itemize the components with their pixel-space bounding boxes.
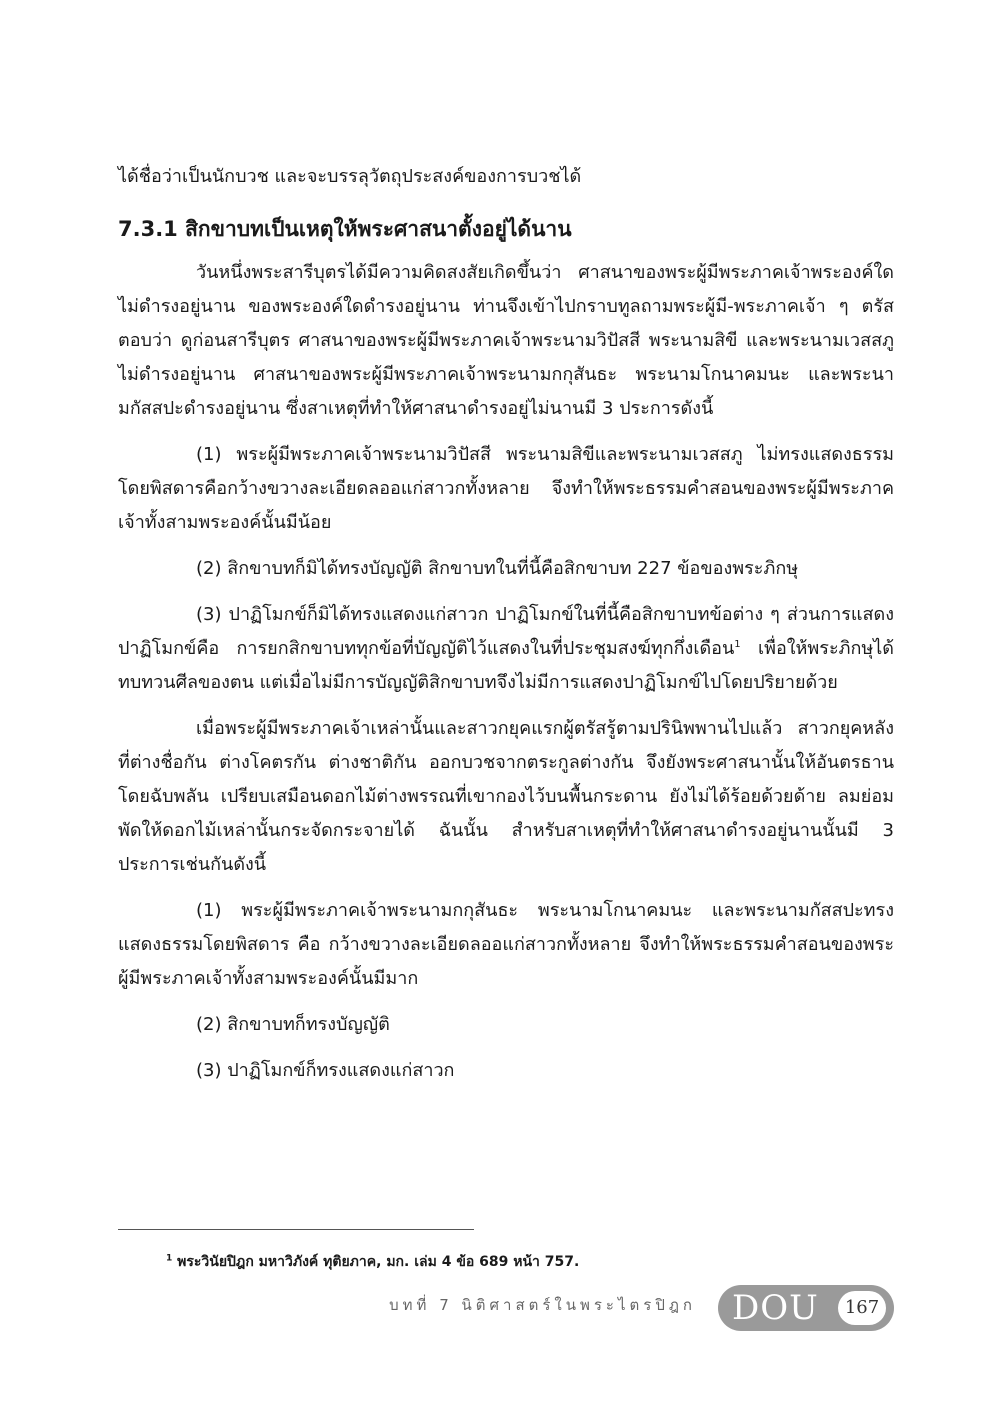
paragraph-1: วันหนึ่งพระสารีบุตรได้มีความคิดสงสัยเกิดขึ้นว่า ศาสนาของพระผู้มีพระภาคเจ้าพระองค์ใดไม่ดำรงอยู่นาน ของพระองค์ใดดำรงอยู่นาน ท่านจึงเข้าไปกราบทูลถามพระผู้มี-พระภาคเจ้า ๆ ตรัสตอบว่า ดูก่อนสารีบุตร ศาสนาของพระผู้มีพระภาคเจ้าพระนามวิปัสสี พระนามสิขี และพระนามเวสสภู ไม่ดำรงอยู่นาน ศาสนาของพระผู้มีพระภาคเจ้าพระนามกกุสันธะ พระนามโกนาคมนะ และพระนามกัสสปะดำรงอยู่นาน ซึ่งสาเหตุที่ทำให้ศาสนาดำรงอยู่ไม่นานมี 3 ประการดังนี้ (118, 262, 894, 419)
paragraph-6: (1) พระผู้มีพระภาคเจ้าพระนามกกุสันธะ พระนามโกนาคมนะ และพระนามกัสสปะทรงแสดงธรรมโดยพิสดาร คือ กว้างขวางละเอียดลออแก่สาวกทั้งหลาย จึงทำให้พระธรรมคำสอนของพระผู้มีพระภาคเจ้าทั้งสามพระองค์นั้นมีมาก (118, 900, 894, 989)
running-title: บทที่ 7 นิติศาสตร์ในพระไตรปิฎก (389, 1296, 696, 1314)
paragraph-4-text-b: เพื่อให้พระภิกษุได้ทบทวนศีลของตน แต่เมื่อไม่มีการบัญญัติสิกขาบทจึงไม่มีการแสดงปาฏิโมกข์ไปโดยปริยายด้วย (118, 638, 894, 693)
page-number: 167 (838, 1291, 886, 1325)
paragraph-8: (3) ปาฏิโมกข์ก็ทรงแสดงแก่สาวก (196, 1060, 455, 1081)
dou-logo-text: DOU (732, 1288, 819, 1328)
paragraph-3: (2) สิกขาบทก็มิได้ทรงบัญญัติ สิกขาบทในที่นี้คือสิกขาบท 227 ข้อของพระภิกษุ (196, 558, 799, 579)
footnote-divider (118, 1229, 474, 1230)
paragraph-2: (1) พระผู้มีพระภาคเจ้าพระนามวิปัสสี พระนามสิขีและพระนามเวสสภู ไม่ทรงแสดงธรรมโดยพิสดารคือกว้างขวางละเอียดลออแก่สาวกทั้งหลาย จึงทำให้พระธรรมคำสอนของพระผู้มีพระภาคเจ้าทั้งสามพระองค์นั้นมีน้อย (118, 444, 894, 533)
dou-badge (718, 1285, 894, 1331)
footnote-marker: 1 (166, 1253, 173, 1264)
footnote (166, 1252, 866, 1272)
footnote-reference[interactable]: 1 (734, 639, 741, 650)
paragraph-5: เมื่อพระผู้มีพระภาคเจ้าเหล่านั้นและสาวกยุคแรกผู้ตรัสรู้ตามปรินิพพานไปแล้ว สาวกยุคหลังที่ต่างชื่อกัน ต่างโคตรกัน ต่างชาติกัน ออกบวชจากตระกูลต่างกัน จึงยังพระศาสนานั้นให้อันตรธานโดยฉับพลัน เปรียบเสมือนดอกไม้ต่างพรรณที่เขากองไว้บนพื้นกระดาน ยังไม่ได้ร้อยด้วยด้าย ลมย่อมพัดให้ดอกไม้เหล่านั้นกระจัดกระจายได้ ฉันนั้น สำหรับสาเหตุที่ทำให้ศาสนาดำรงอยู่นานนั้นมี 3 ประการเช่นกันดังนี้ (118, 718, 894, 875)
paragraph-4-text-a: (3) ปาฏิโมกข์ก็มิได้ทรงแสดงแก่สาวก ปาฏิโมกข์ในที่นี้คือสิกขาบทข้อต่าง ๆ ส่วนการแสดงปาฏิโมกข์คือ การยกสิกขาบททุกข้อที่บัญญัติไว้แสดงในที่ประชุมสงฆ์ทุกกึ่งเดือน (118, 604, 894, 659)
paragraph-4 (118, 598, 894, 700)
footnote-text: พระวินัยปิฎก มหาวิภังค์ ทุติยภาค, มก. เล่ม 4 ข้อ 689 หน้า 757. (172, 1254, 580, 1270)
section-heading: 7.3.1 สิกขาบทเป็นเหตุให้พระศาสนาตั้งอยู่ได้นาน (118, 217, 572, 241)
paragraph-7: (2) สิกขาบทก็ทรงบัญญัติ (196, 1014, 390, 1035)
main-text (118, 160, 894, 1088)
paragraph-continuation: ได้ชื่อว่าเป็นนักบวช และจะบรรลุวัตถุประสงค์ของการบวชได้ (118, 166, 582, 187)
